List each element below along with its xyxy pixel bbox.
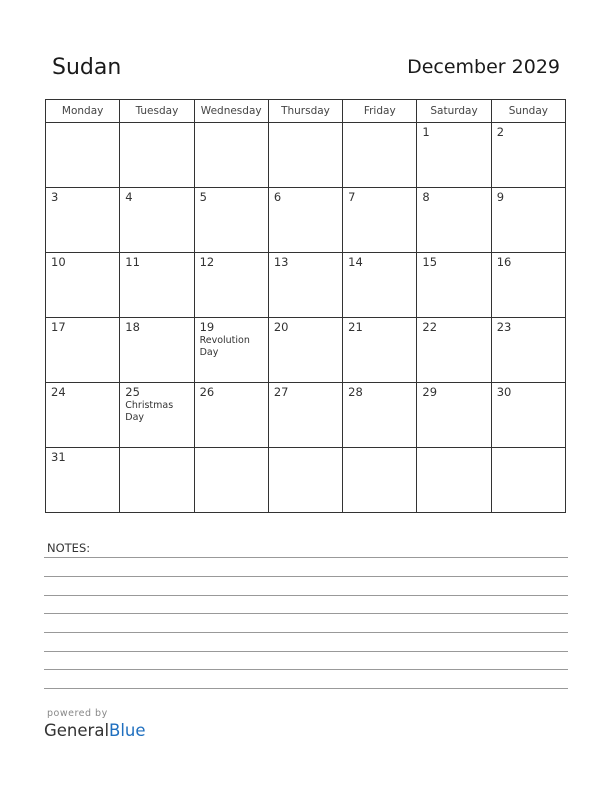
notes-line (44, 632, 568, 633)
holiday-label: Revolution Day (199, 335, 250, 358)
calendar-day-cell (120, 123, 194, 188)
calendar-day-cell (120, 188, 194, 253)
calendar-week-row (46, 123, 566, 188)
weekday-header: Sunday (491, 100, 565, 123)
calendar-day-cell (120, 383, 194, 448)
calendar-day-cell (491, 253, 565, 318)
day-number: 19 (199, 320, 215, 334)
calendar-day-cell (268, 318, 342, 383)
calendar-week-row (46, 318, 566, 383)
day-number: 25 (125, 385, 140, 399)
calendar-day-cell (491, 188, 565, 253)
day-number: 20 (273, 320, 289, 334)
calendar-day-cell (268, 123, 342, 188)
day-number: 2 (496, 125, 505, 139)
notes-line (44, 688, 568, 689)
weekday-header: Friday (343, 100, 417, 123)
calendar-day-cell (491, 318, 565, 383)
day-number: 28 (348, 385, 363, 399)
day-number: 21 (348, 320, 363, 334)
day-number (46, 123, 119, 126)
calendar-day-cell (417, 123, 491, 188)
calendar-day-cell (46, 448, 120, 513)
day-number: 15 (422, 255, 438, 269)
brand-logo-part2: Blue (109, 721, 146, 740)
calendar-day-cell (46, 188, 120, 253)
powered-by-text: powered by (47, 708, 108, 719)
day-number: 27 (273, 385, 289, 399)
calendar-day-cell (343, 123, 417, 188)
day-number: 14 (348, 255, 363, 269)
calendar-day-cell (46, 123, 120, 188)
calendar-week-row (46, 253, 566, 318)
calendar-day-cell (194, 318, 268, 383)
calendar-day-cell (343, 318, 417, 383)
calendar-day-cell (46, 318, 120, 383)
country-title: Sudan (52, 55, 122, 80)
day-number: 24 (51, 385, 66, 399)
day-number (343, 448, 416, 451)
notes-line (44, 669, 568, 670)
day-number: 6 (273, 190, 282, 204)
day-number (492, 448, 565, 451)
calendar-grid (45, 99, 566, 513)
day-number: 13 (273, 255, 289, 269)
calendar-day-cell (343, 188, 417, 253)
day-number: 16 (496, 255, 512, 269)
day-number: 23 (496, 320, 512, 334)
month-title: December 2029 (407, 56, 560, 78)
day-number: 8 (422, 190, 430, 204)
weekday-header: Saturday (417, 100, 491, 123)
calendar-day-cell (268, 253, 342, 318)
day-number (120, 448, 193, 451)
calendar-day-cell (194, 383, 268, 448)
calendar-day-cell (343, 383, 417, 448)
calendar-week-row (46, 448, 566, 513)
calendar-day-cell (491, 448, 565, 513)
day-number (343, 123, 416, 126)
day-number (269, 123, 342, 126)
calendar-day-cell (268, 448, 342, 513)
day-number (195, 448, 268, 451)
notes-line (44, 651, 568, 652)
calendar-day-cell (120, 253, 194, 318)
day-number: 7 (348, 190, 356, 204)
brand-logo-part1: General (44, 721, 110, 740)
day-number: 31 (51, 450, 66, 464)
day-number: 11 (125, 255, 140, 269)
day-number (417, 448, 490, 451)
calendar-day-cell (417, 383, 491, 448)
weekday-header: Thursday (268, 100, 342, 123)
calendar-day-cell (120, 448, 194, 513)
day-number: 3 (51, 190, 59, 204)
weekday-header: Tuesday (120, 100, 194, 123)
day-number: 4 (125, 190, 133, 204)
calendar-day-cell (46, 383, 120, 448)
calendar-day-cell (46, 253, 120, 318)
day-number: 26 (199, 385, 215, 399)
day-number: 10 (51, 255, 66, 269)
calendar-day-cell (268, 188, 342, 253)
calendar-day-cell (194, 253, 268, 318)
day-number: 29 (422, 385, 438, 399)
calendar-day-cell (417, 448, 491, 513)
notes-label: NOTES: (47, 541, 91, 555)
day-number: 18 (125, 320, 140, 334)
calendar-day-cell (343, 448, 417, 513)
day-number: 22 (422, 320, 438, 334)
day-number: 9 (496, 190, 505, 204)
weekday-header: Wednesday (194, 100, 268, 123)
day-number: 5 (199, 190, 207, 204)
day-number (269, 448, 342, 451)
brand-logo (44, 721, 146, 740)
calendar-week-row (46, 188, 566, 253)
day-number: 30 (496, 385, 512, 399)
weekday-header-row (46, 100, 566, 123)
notes-line (44, 576, 568, 577)
holiday-label: Christmas Day (125, 400, 174, 423)
calendar-day-cell (194, 188, 268, 253)
calendar-day-cell (194, 123, 268, 188)
notes-line (44, 613, 568, 614)
day-number: 12 (199, 255, 215, 269)
calendar-day-cell (491, 123, 565, 188)
notes-line (44, 557, 568, 558)
calendar-day-cell (120, 318, 194, 383)
day-number (120, 123, 193, 126)
calendar-day-cell (194, 448, 268, 513)
weekday-header: Monday (46, 100, 120, 123)
calendar-day-cell (491, 383, 565, 448)
notes-line (44, 595, 568, 596)
day-number: 17 (51, 320, 66, 334)
calendar-day-cell (417, 188, 491, 253)
day-number: 1 (422, 125, 430, 139)
calendar-day-cell (268, 383, 342, 448)
calendar-week-row (46, 383, 566, 448)
calendar-day-cell (343, 253, 417, 318)
day-number (195, 123, 268, 126)
calendar-day-cell (417, 318, 491, 383)
calendar-day-cell (417, 253, 491, 318)
